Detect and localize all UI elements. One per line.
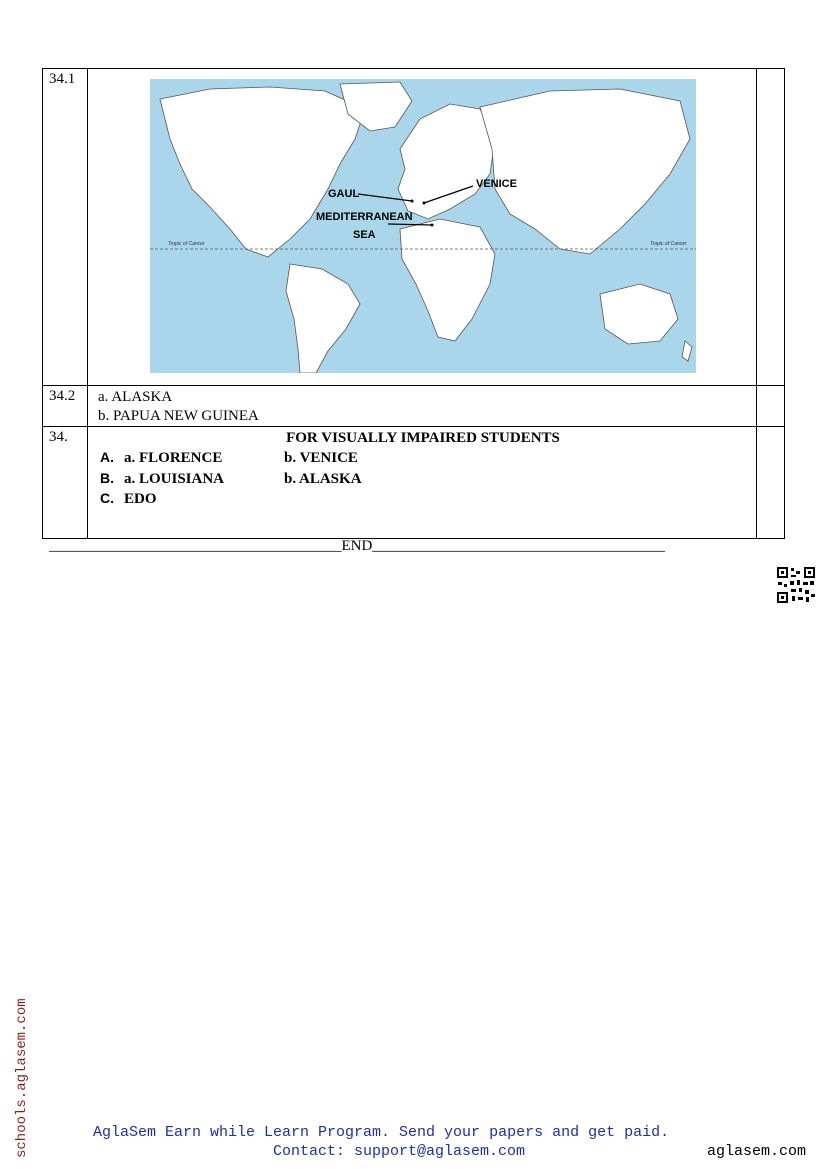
list-item (100, 469, 756, 490)
item-part-b: b. ALASKA (284, 470, 362, 487)
venice-point (423, 202, 426, 205)
question-number: 34.2 (43, 386, 88, 427)
item-part-a: EDO (124, 491, 157, 507)
visually-impaired-heading: FOR VISUALLY IMPAIRED STUDENTS (286, 430, 560, 446)
gaul-point (411, 200, 414, 203)
venice-label: VENICE (476, 178, 517, 190)
marks-cell (757, 69, 785, 386)
item-letter: C. (100, 490, 114, 506)
answer-table (42, 68, 785, 539)
side-watermark-url[interactable]: schools.aglasem.com (14, 998, 30, 1158)
marks-cell (757, 427, 785, 539)
table-row (43, 69, 785, 386)
question-number: 34. (43, 427, 88, 539)
world-map (150, 79, 696, 373)
item-letter: A. (100, 449, 114, 465)
item-part-a: a. FLORENCE (124, 450, 223, 466)
list-item (100, 489, 756, 510)
table-row (43, 386, 785, 427)
answer-cell (88, 386, 757, 427)
table-row (43, 427, 785, 539)
gaul-label: GAUL (328, 188, 360, 200)
mediterranean-label-line1: MEDITERRANEAN (316, 211, 413, 223)
marks-cell (757, 386, 785, 427)
answer-cell (88, 427, 757, 539)
answer-line-a: a. ALASKA (98, 389, 173, 405)
footer-promo-text: AglaSem Earn while Learn Program. Send your papers and get paid. (93, 1124, 670, 1141)
answer-line-b: b. PAPUA NEW GUINEA (98, 408, 259, 424)
end-marker: _______________________________________END_______________________________________ (49, 538, 665, 554)
item-part-a: a. LOUISIANA (124, 470, 225, 487)
item-part-b: b. VENICE (284, 450, 358, 466)
list-item (100, 448, 756, 469)
mediterranean-point (431, 224, 434, 227)
question-number: 34.1 (43, 69, 88, 386)
footer-contact-text[interactable]: Contact: support@aglasem.com (273, 1143, 526, 1160)
map-cell (88, 69, 757, 386)
footer-site-url[interactable]: aglasem.com (707, 1143, 807, 1160)
tropic-label-left: Tropic of Cancer (168, 241, 205, 247)
item-letter: B. (100, 469, 114, 486)
qr-code-icon (776, 566, 816, 604)
tropic-label-right: Tropic of Cancer (650, 241, 687, 247)
mediterranean-label-line2: SEA (353, 229, 376, 241)
